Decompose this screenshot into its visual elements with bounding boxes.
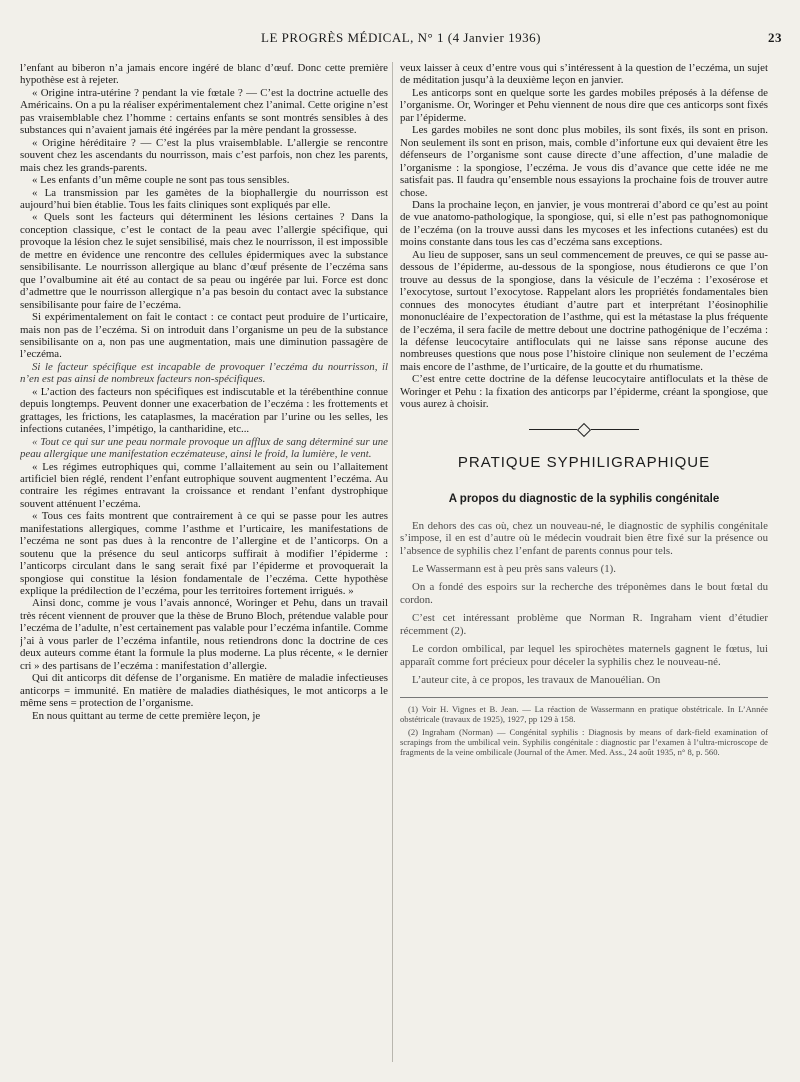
paragraph: Dans la prochaine leçon, en janvier, je vous montrerai d’abord ce qu’est au point de vue anatomo-pathologique, la spongiose, qui, si elle n’est pas pathognomonique de l’eczéma (on la trouve aussi dans les mycoses et les infections cutanées) est du moins constante dans tous les cas d’eczéma sans exceptions.: [400, 198, 768, 249]
paragraph: C’est entre cette doctrine de la défense leucocytaire antifloculats et la thèse de Woringer et Pehu : la fixation des anticorps par l’épiderme, créant la spongiose, que vous aurez à choisir.: [400, 373, 768, 411]
paragraph: « Origine intra-utérine ? pendant la vie fœtale ? — C’est la doctrine actuelle des Américains. On a pu la réaliser expérimentalement chez l’animal. Cette origine n’est pas vraisemblable chez l’homme : certains enfants se sont montrés sensibles à des substances qui n’avaient jamais été ingérées par la mère pendant la grossesse.: [20, 86, 388, 137]
paragraph: « Tous ces faits montrent que contrairement à ce qui se passe pour les autres manifestations allergiques, comme l’asthme et l’urticaire, les manifestations de l’eczéma ne sont pas dues à la rencontre de l’allergine et de l’anticorps. On a soutenu que la présence du seul anticorps suffirait à modifier l’épiderme : l’anticorps circulant dans le sang serait fixé par l’épiderme et provoquerait la spongiose qui constitue la lésion fondamentale de l’eczéma. Cette hypothèse explique la prédilection de l’eczéma, pour les territoires fortement irrigués. »: [20, 510, 388, 598]
paragraph: « L’action des facteurs non spécifiques est indiscutable et la térébenthine connue depuis longtemps. Peuvent donner une exacerbation de l’eczéma : les frottements et grattages, les frictions, les cataplasmes, la macération par l’urine ou les selles, les infections cutanées, l’impétigo, la cantharidine, etc...: [20, 385, 388, 436]
paragraph: « La transmission par les gamètes de la biophallergie du nourrisson est aujourd’hui bien établie. Tous les faits cliniques sont expliqués par elle.: [20, 186, 388, 211]
paragraph: En dehors des cas où, chez un nouveau-né, le diagnostic de syphilis congénitale s’impose, il en est d’autre où le médecin voudrait bien être fixé sur la présence ou l’absence de syphilis chez l’enfant de parents connus pour tels.: [400, 519, 768, 557]
paragraph: Ainsi donc, comme je vous l’avais annoncé, Woringer et Pehu, dans un travail très récent viennent de prouver que la thèse de Bruno Bloch, prétendue valable pour l’eczéma de l’adulte, n’est certainement pas valable pour l’eczéma infantile. Comme j’ai à vous parler de l’eczéma infantile, nous retiendrons donc la doctrine de ces deux auteurs comme étant la formule la plus moderne. La plus récente, « le dernier cri » des partisans de l’eczéma : manifestation d’allergie.: [20, 597, 388, 672]
footnote: (2) Ingraham (Norman) — Congénital syphilis : Diagnosis by means of dark-field examination of scrapings from the umbilical vein. Syphilis congénitale : diagnostic par l’examen à l’ultra-microscope de fragments de la veine ombilicale (Journal of the Amer. Med. Ass., 24 août 1935, n° 8, p. 560.: [400, 726, 768, 757]
paragraph: En nous quittant au terme de cette première leçon, je: [32, 709, 261, 722]
right-column: [400, 62, 768, 1072]
paragraph: veux laisser à ceux d’entre vous qui s’intéressent à la question de l’eczéma, un sujet de méditation jusqu’à la deuxième leçon en janvier.: [400, 62, 768, 87]
paragraph: L’auteur cite, à ce propos, les travaux de Manouélian. On: [412, 674, 661, 687]
paragraph: Qui dit anticorps dit défense de l’organisme. En matière de maladie infectieuses anticorps = immunité. En matière de maladies diathésiques, le mot anticorps a le même sens = protection de l’organisme.: [20, 672, 388, 710]
paragraph: Le Wassermann est à peu près sans valeurs (1).: [412, 562, 616, 575]
paragraph: On a fondé des espoirs sur la recherche des tréponèmes dans le bout fœtal du cordon.: [400, 581, 768, 606]
footnote: (1) Voir H. Vignes et B. Jean. — La réaction de Wassermann en pratique obstétricale. In L’Année obstétricale (travaux de 1925), 1927, pp 129 à 158.: [400, 703, 768, 724]
article-title: A propos du diagnostic de la syphilis congénitale: [448, 493, 720, 506]
article-body: [400, 520, 768, 687]
paragraph: l’enfant au biberon n’a jamais encore ingéré de blanc d’œuf. Donc cette première hypothèse est à rejeter.: [20, 62, 388, 87]
journal-title: LE PROGRÈS MÉDICAL, N° 1 (4 Janvier 1936): [261, 30, 541, 45]
paragraph: C’est cet intéressant problème que Norman R. Ingraham vient d’étudier récemment (2).: [400, 612, 768, 637]
paragraph: Le cordon ombilical, par lequel les spirochètes maternels gagnent le fœtus, lui apparaît comme fort précieux pour déceler la syphilis chez le nouveau-né.: [400, 643, 768, 668]
page-header: [20, 30, 782, 48]
paragraph: « Les enfants d’un même couple ne sont pas tous sensibles.: [32, 174, 290, 187]
section-title: PRATIQUE SYPHILIGRAPHIQUE: [457, 453, 711, 471]
footnotes: [400, 697, 768, 757]
paragraph: Si le facteur spécifique est incapable de provoquer l’eczéma du nourrisson, il n’en est pas ainsi de nombreux facteurs non-spécifiques.: [20, 360, 388, 386]
paragraph: « Quels sont les facteurs qui déterminent les lésions certaines ? Dans la conception classique, c’est le contact de la peau avec l’allergie spécifique, qui provoque la lésion chez le sujet sensibilisé, mais chez le nourrisson, il est impossible de mettre en évidence une rencontre des cellules épidermiques avec la substance sensibilisante. Le nourrisson allergique au blanc d’œuf présente de l’eczéma sans que l’ovalbumine ait été au contact de sa peau ou ingérée par lui. Force est donc d’admettre que le nourrisson allergique n’a pas besoin du contact avec la substance sensibilisante pour faire de l’eczéma.: [20, 211, 388, 311]
ornament-divider: [529, 425, 639, 435]
paragraph: « Origine héréditaire ? — C’est la plus vraisemblable. L’allergie se rencontre souvent chez les ascendants du nourrisson, mais c’est parfois, non chez les parents, mais chez les grands-parents.: [20, 136, 388, 174]
left-column: [20, 62, 388, 1072]
paragraph: Les gardes mobiles ne sont donc plus mobiles, ils sont fixés, ils sont en prison. Non seulement ils sont en prison, mais, comble d’infortune eux qui devaient être les défenseurs de l’organisme sont cause directe d’une affection, d’une maladie de l’organisme : la spongiose, l’eczéma. Je vous dis d’avance que cette idée ne me satisfait pas. Il faudra qu’ensemble nous essayions la prochaine fois de trouver autre chose.: [400, 124, 768, 199]
paragraph: Au lieu de supposer, sans un seul commencement de preuves, ce qui se passe au-dessous de l’épiderme, au-dessous de la spongiose, nous étudierons ce que l’on trouve au dessus de la spongiose, dans la vésicule de l’eczéma : l’exosérose et l’exocytose, surtout l’exocytose. Rappelant alors les propriétés fondamentales bien connues des monocytes étudiant d’autre part et interprétant l’éosinophilie mononucléaire de l’expectoration de l’asthme, qui est la métastase la plus fréquente de l’eczéma, il sera facile de mettre debout une doctrine pathogénique de l’eczéma : la défense leucocytaire antifloculats qui ne laisse sans réponse aucune des nombreuses questions que nous pose l’histoire clinique non seulement de l’eczéma mais encore de l’asthme, de l’urticaire, de la goutte et du rhumatisme.: [400, 248, 768, 373]
paragraph: « Les régimes eutrophiques qui, comme l’allaitement au sein ou l’allaitement artificiel bien réglé, rendent l’enfant eutrophique souvent augmentent l’eczéma. Au contraire les régimes entravant la croissance et rendant l’enfant dystrophique souvent atténuent l’eczéma.: [20, 460, 388, 510]
paragraph: « Tout ce qui sur une peau normale provoque un afflux de sang déterminé sur une peau allergique une manifestation eczémateuse, ainsi le froid, la lumière, le vent.: [20, 435, 388, 461]
paragraph: Si expérimentalement on fait le contact : ce contact peut produire de l’urticaire, mais non pas de l’eczéma. Si on introduit dans l’organisme un peu de la substance sensibilisante on a, non pas une augmentation, mais une diminution passagère de l’eczéma.: [20, 311, 388, 361]
paragraph: Les anticorps sont en quelque sorte les gardes mobiles préposés à la défense de l’organisme. Or, Woringer et Pehu viennent de nous dire que ces anticorps sont fixés par l’épiderme.: [400, 86, 768, 124]
page-number: 23: [768, 30, 782, 45]
column-divider: [392, 62, 393, 1062]
